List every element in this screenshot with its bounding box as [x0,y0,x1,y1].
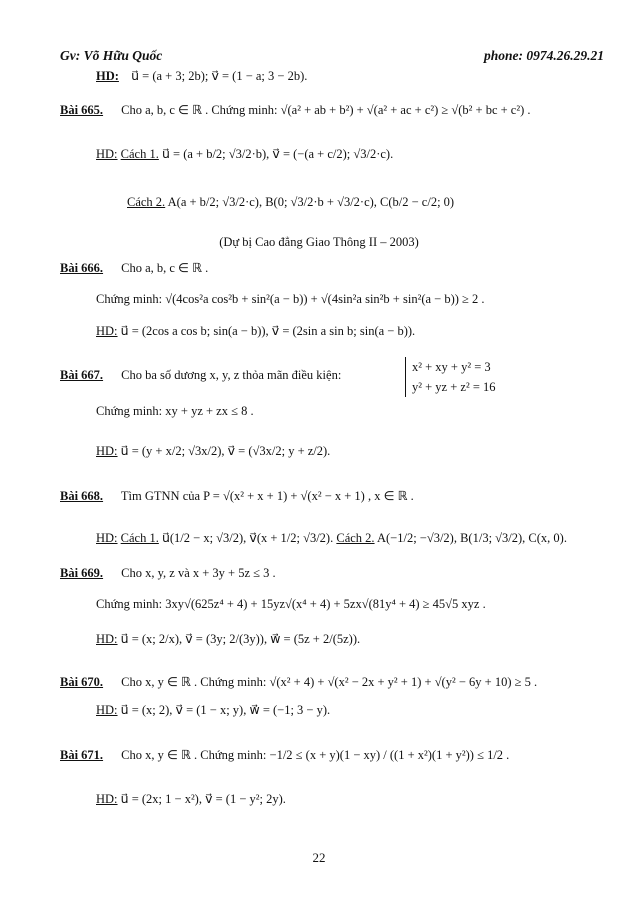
header-author: Gv: Võ Hữu Quốc [60,48,163,63]
problem-statement: Cho x, y ∈ ℝ . Chứng minh: −1/2 ≤ (x + y)(1 − xy) / ((1 + x²)(1 + y²)) ≤ 1/2 . [121,748,510,762]
problem-666-prove: Chứng minh: √(4cos²a cos²b + sin²(a − b)) + √(4sin²a sin²b + sin²(a − b)) ≥ 2 . [96,292,485,306]
hd-label: HD: [96,324,118,338]
method-label: Cách 2. [127,195,166,209]
hd-text: u⃗ = (x; 2/x), v⃗ = (3y; 2/(3y)), w⃗ = (5z + 2/(5z)). [120,632,361,646]
problem-667-system [405,357,496,397]
problem-671-hd [96,793,286,806]
problem-666 [60,262,208,275]
problem-label: Bài 666. [60,261,104,275]
problem-label: Bài 670. [60,675,104,689]
problem-statement: Cho a, b, c ∈ ℝ . [121,261,209,275]
hd-label: HD: [96,632,118,646]
hd-text: u⃗ = (y + x/2; √3x/2), v⃗ = (√3x/2; y + z/2). [120,444,331,458]
problem-666-hd [96,325,415,338]
method-text: u⃗ = (a + b/2; √3/2·b), v⃗ = (−(a + c/2); √3/2·c). [161,147,394,161]
problem-671 [60,749,509,762]
problem-label: Bài 668. [60,489,104,503]
problem-669-prove: Chứng minh: 3xy√(625z⁴ + 4) + 15yz√(x⁴ + 4) + 5zx√(81y⁴ + 4) ≥ 45√5 xyz . [96,597,486,611]
problem-669 [60,567,276,580]
problem-label: Bài 669. [60,566,104,580]
problem-670 [60,676,537,689]
system-eq-1: x² + xy + y² = 3 [412,360,491,374]
hd-label: HD: [96,444,118,458]
problem-statement: Cho a, b, c ∈ ℝ . Chứng minh: √(a² + ab + b²) + √(a² + ac + c²) ≥ √(b² + bc + c²) . [121,103,531,117]
hd-text: u⃗ = (2cos a cos b; sin(a − b)), v⃗ = (2sin a sin b; sin(a − b)). [120,324,416,338]
hd-label: HD: [96,792,118,806]
top-hd-line [96,70,307,83]
method-label: Cách 1. [120,531,159,545]
problem-667-prove: Chứng minh: xy + yz + zx ≤ 8 . [96,404,254,418]
problem-label: Bài 665. [60,103,104,117]
problem-source: (Dự bị Cao đẳng Giao Thông II – 2003) [219,235,419,249]
hd-label: HD: [96,147,118,161]
hd-label: HD: [96,703,118,717]
problem-label: Bài 667. [60,368,104,382]
problem-statement: Cho ba số dương x, y, z thỏa mãn điều kiện: [121,368,342,382]
problem-668-methods [96,532,567,545]
method-text: A(−1/2; −√3/2), B(1/3; √3/2), C(x, 0). [376,531,567,545]
problem-statement: Tìm GTNN của P = √(x² + x + 1) + √(x² − x + 1) , x ∈ ℝ . [120,489,414,503]
problem-668 [60,490,414,503]
method-text: A(a + b/2; √3/2·c), B(0; √3/2·b + √3/2·c), C(b/2 − c/2; 0) [167,195,455,209]
method-label: Cách 1. [120,147,159,161]
problem-665-cach2 [127,196,454,209]
hd-label: HD: [96,531,118,545]
problem-665 [60,104,531,117]
hd-text: u⃗ = (x; 2), v⃗ = (1 − x; y), w⃗ = (−1; 3 − y). [120,703,331,717]
problem-667 [60,369,341,382]
method-label: Cách 2. [336,531,375,545]
problem-669-hd [96,633,360,646]
system-eq-2: y² + yz + z² = 16 [412,380,496,394]
problem-670-hd [96,704,330,717]
problem-statement: Cho x, y, z và x + 3y + 5z ≤ 3 . [121,566,276,580]
page-number: 22 [312,850,326,865]
top-hd-text: u⃗ = (a + 3; 2b); v⃗ = (1 − a; 3 − 2b). [131,69,308,83]
problem-667-hd [96,445,330,458]
problem-label: Bài 671. [60,748,104,762]
hd-text: u⃗ = (2x; 1 − x²), v⃗ = (1 − y²; 2y). [120,792,286,806]
header-phone: phone: 0974.26.29.21 [483,48,604,63]
hd-label: HD: [96,69,119,83]
problem-statement: Cho x, y ∈ ℝ . Chứng minh: √(x² + 4) + √(x² − 2x + y² + 1) + √(y² − 6y + 10) ≥ 5 . [121,675,538,689]
method-text: u⃗(1/2 − x; √3/2), v⃗(x + 1/2; √3/2). [161,531,334,545]
problem-665-cach1 [96,148,393,161]
